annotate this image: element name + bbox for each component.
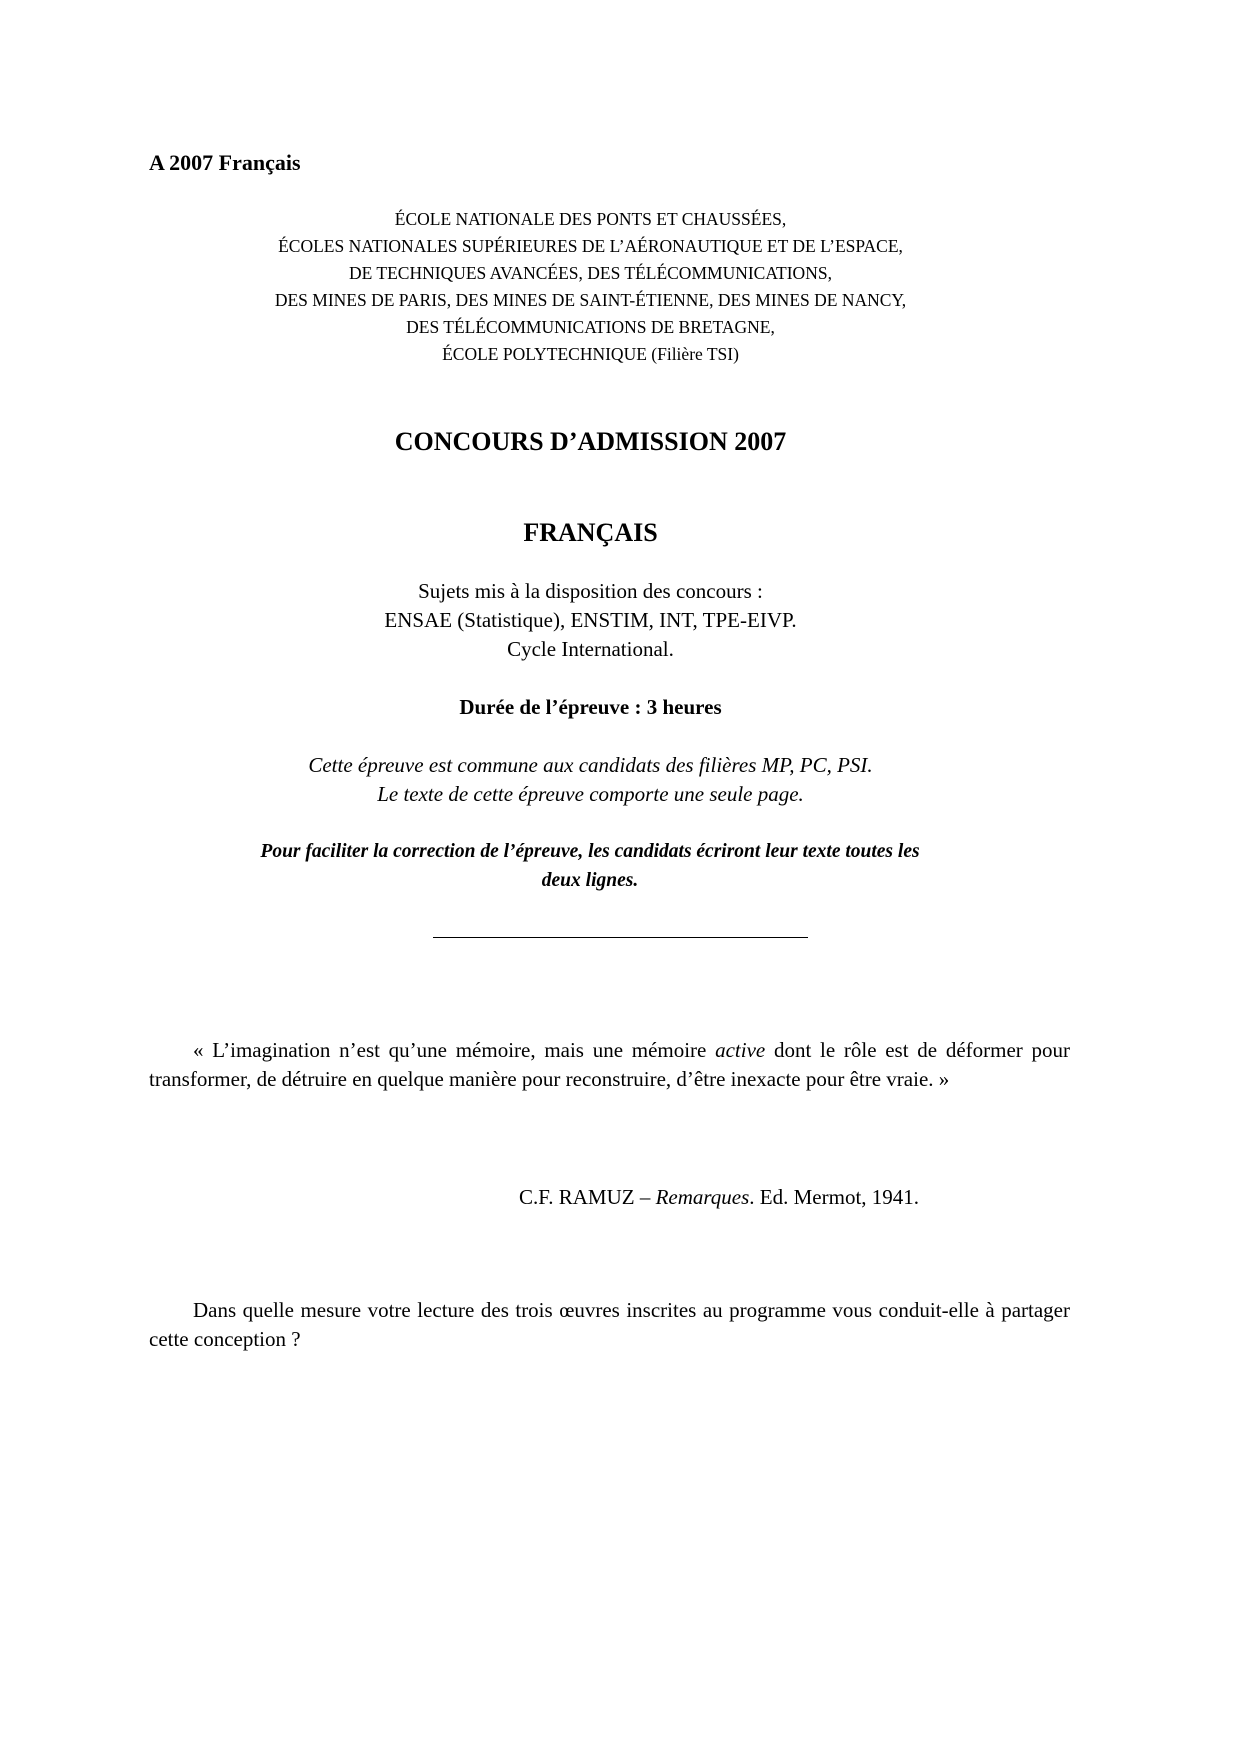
separator-rule bbox=[433, 937, 808, 938]
quote-emphasis: active bbox=[715, 1038, 766, 1062]
commune-line: Cette épreuve est commune aux candidats des filières MP, PC, PSI. bbox=[308, 753, 873, 777]
commune-line: Le texte de cette épreuve comporte une seule page. bbox=[377, 782, 804, 806]
sujets-block bbox=[149, 577, 1032, 664]
consigne-line: deux lignes. bbox=[541, 870, 639, 891]
school-line: DE TECHNIQUES AVANCÉES, DES TÉLÉCOMMUNICATIONS, bbox=[349, 263, 832, 283]
citation-work: Remarques bbox=[655, 1185, 750, 1209]
sujets-line: Sujets mis à la disposition des concours : bbox=[418, 579, 763, 603]
citation-details: . Ed. Mermot, 1941. bbox=[749, 1185, 920, 1209]
sujets-line: ENSAE (Statistique), ENSTIM, INT, TPE-EIVP. bbox=[384, 608, 797, 632]
commune-block bbox=[149, 751, 1032, 809]
exam-subject: FRANÇAIS bbox=[523, 518, 658, 547]
school-line: DES TÉLÉCOMMUNICATIONS DE BRETAGNE, bbox=[406, 317, 775, 337]
quote-paragraph bbox=[149, 1036, 1070, 1094]
exam-title: CONCOURS D’ADMISSION 2007 bbox=[394, 427, 787, 456]
essay-question: Dans quelle mesure votre lecture des trois œuvres inscrites au programme vous conduit-elle à partager cette conception ? bbox=[149, 1298, 1070, 1351]
citation-author: C.F. RAMUZ – bbox=[519, 1185, 656, 1209]
consigne-block bbox=[185, 837, 995, 895]
quote-text-before: « L’imagination n’est qu’une mémoire, mais une mémoire bbox=[193, 1038, 716, 1062]
sujets-line: Cycle International. bbox=[507, 637, 674, 661]
quote-text-after: dont le rôle est de déformer pour transformer, de détruire en quelque manière pour reconstruire, d’être inexacte pour être vraie. » bbox=[149, 1038, 1070, 1091]
school-line: ÉCOLES NATIONALES SUPÉRIEURES DE L’AÉRONAUTIQUE ET DE L’ESPACE, bbox=[278, 236, 903, 256]
school-line: ÉCOLE NATIONALE DES PONTS ET CHAUSSÉES, bbox=[394, 209, 787, 229]
school-line: DES MINES DE PARIS, DES MINES DE SAINT-ÉTIENNE, DES MINES DE NANCY, bbox=[274, 290, 907, 310]
quote-citation bbox=[519, 1183, 919, 1212]
exam-duration: Durée de l’épreuve : 3 heures bbox=[459, 695, 722, 719]
exam-reference: A 2007 Français bbox=[149, 150, 301, 175]
schools-list bbox=[149, 206, 1032, 368]
consigne-line: Pour faciliter la correction de l’épreuve, les candidats écriront leur texte toutes les bbox=[260, 841, 920, 862]
school-line: ÉCOLE POLYTECHNIQUE (Filière TSI) bbox=[442, 344, 739, 364]
